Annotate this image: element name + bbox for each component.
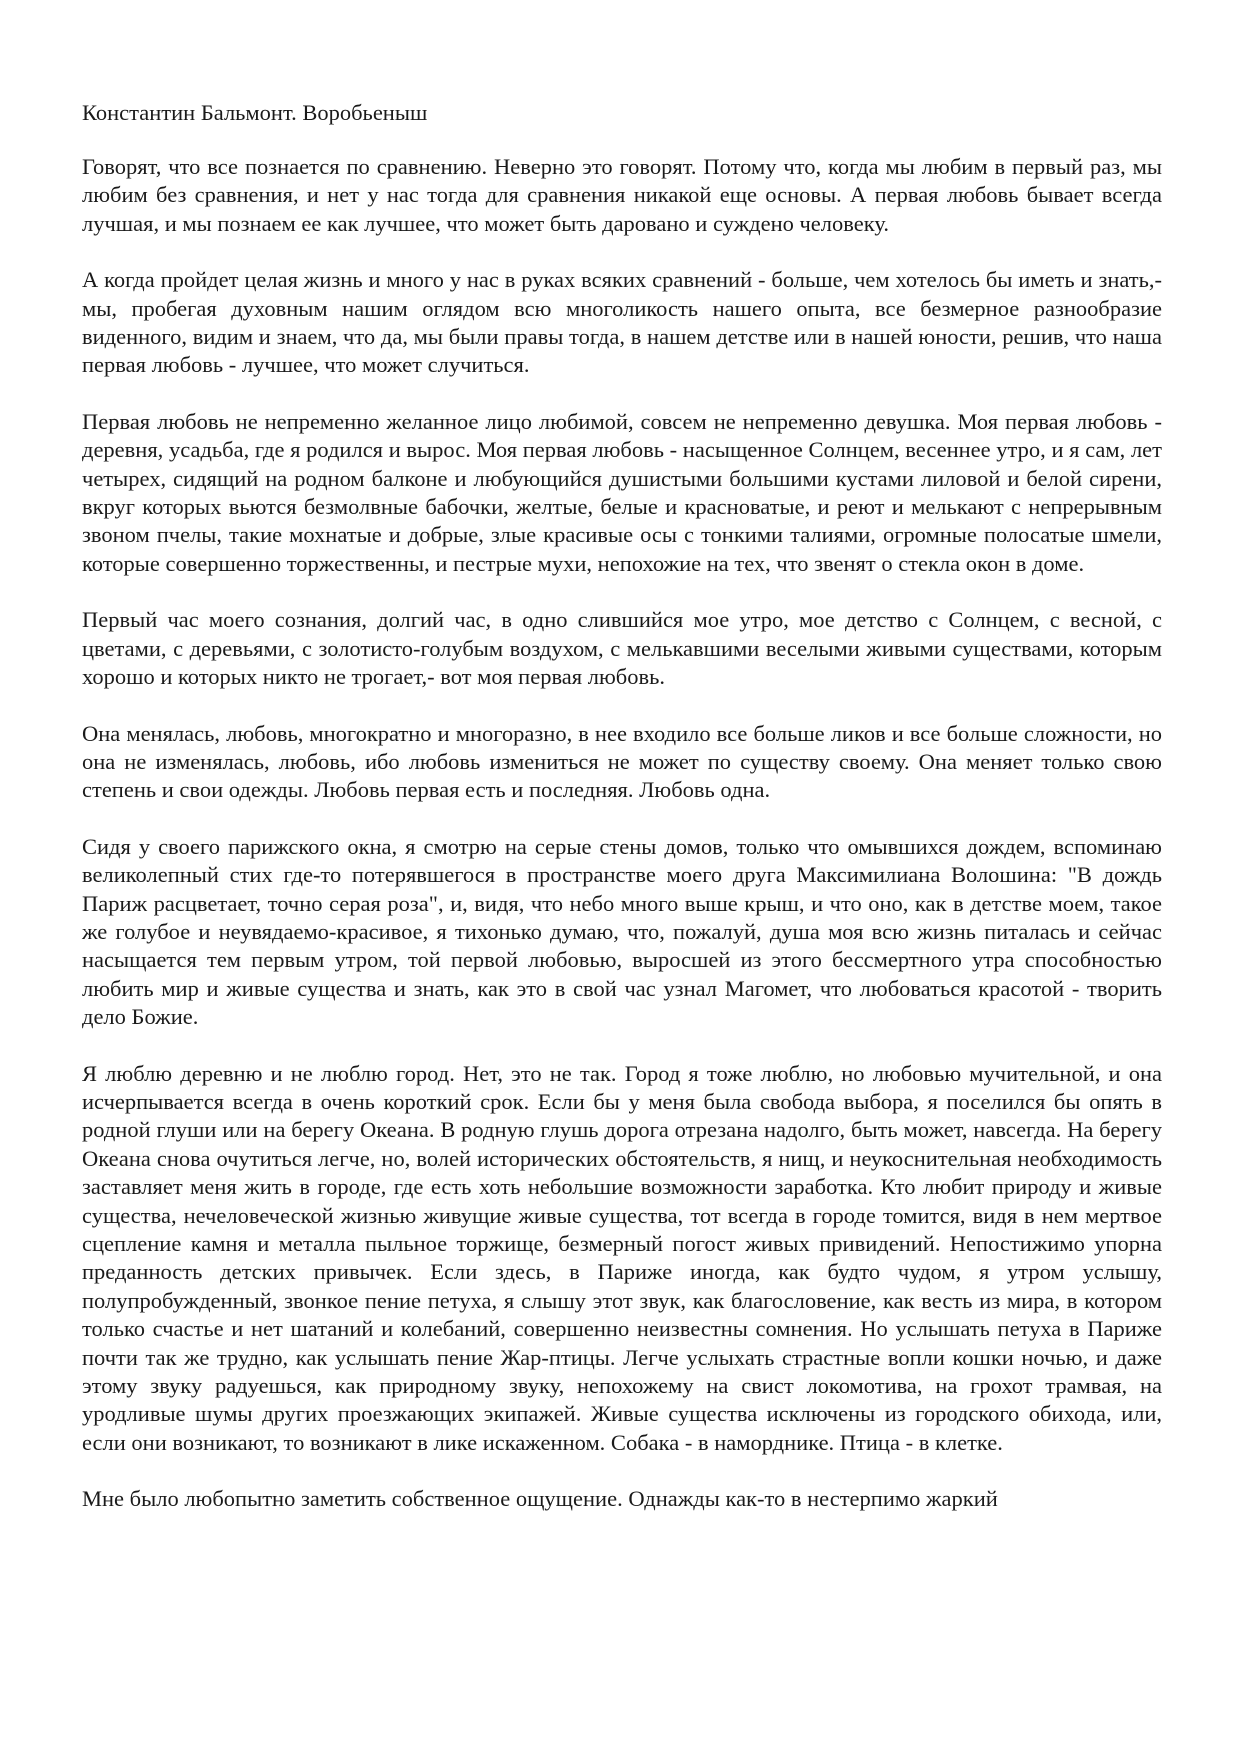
paragraph-6: Сидя у своего парижского окна, я смотрю на серые стены домов, только что омывшихся дождем, вспоминаю великолепный стих где-то потерявшегося в пространстве моего друга Максимилиана Волошина: "В дождь Париж расцветает, точно серая роза", и, видя, что небо много выше крыш, и что оно, как в детстве моем, такое же голубое и неувядаемо-красивое, я тихонько думаю, что, пожалуй, душа моя всю жизнь питалась и сейчас насыщается тем первым утром, той первой любовью, выросшей из этого бессмертного утра способностью любить мир и живые существа и знать, как это в свой час узнал Магомет, что любоваться красотой - творить дело Божие. [82, 833, 1162, 1030]
paragraph-3: Первая любовь не непременно желанное лицо любимой, совсем не непременно девушка. Моя первая любовь - деревня, усадьба, где я родился и вырос. Моя первая любовь - насыщенное Солнцем, весеннее утро, и я сам, лет четырех, сидящий на родном балконе и любующийся душистыми большими кустами лиловой и белой сирени, вкруг которых вьются безмолвные бабочки, желтые, белые и красноватые, и реют и мелькают с непрерывным звоном пчелы, такие мохнатые и добрые, злые красивые осы с тонкими талиями, огромные полосатые шмели, которые совершенно торжественны, и пестрые мухи, непохожие на тех, что звенят о стекла окон в доме. [82, 408, 1162, 576]
document-page [82, 98, 1162, 1514]
paragraph-2: А когда пройдет целая жизнь и много у нас в руках всяких сравнений - больше, чем хотелось бы иметь и знать,- мы, пробегая духовным нашим оглядом всю многоликость нашего опыта, все безмерное разнообразие виденного, видим и знаем, что да, мы были правы тогда, в нашем детстве или в нашей юности, решив, что наша первая любовь - лучшее, что может случиться. [82, 267, 1162, 378]
paragraph-5: Она менялась, любовь, многократно и многоразно, в нее входило все больше ликов и все больше сложности, но она не изменялась, любовь, ибо любовь измениться не может по существу своему. Она меняет только свою степень и свои одежды. Любовь первая есть и последняя. Любовь одна. [82, 720, 1162, 803]
paragraph-4: Первый час моего сознания, долгий час, в одно слившийся мое утро, мое детство с Солнцем, с весной, с цветами, с деревьями, с золотисто-голубым воздухом, с мелькавшими веселыми живыми существами, которым хорошо и которых никто не трогает,- вот моя первая любовь. [82, 607, 1162, 690]
document-title: Константин Бальмонт. Воробьеныш [82, 100, 428, 125]
paragraph-1: Говорят, что все познается по сравнению. Неверно это говорят. Потому что, когда мы любим в первый раз, мы любим без сравнения, и нет у нас тогда для сравнения никакой еще основы. А первая любовь бывает всегда лучшая, и мы познаем ее как лучшее, что может быть даровано и суждено человеку. [82, 154, 1162, 236]
paragraph-7: Я люблю деревню и не люблю город. Нет, это не так. Город я тоже люблю, но любовью мучительной, и она исчерпывается всегда в очень короткий срок. Если бы у меня была свобода выбора, я поселился бы опять в родной глуши или на берегу Океана. В родную глушь дорога отрезана надолго, быть может, навсегда. На берегу Океана снова очутиться легче, но, волей исторических обстоятельств, я нищ, и неукоснительная необходимость заставляет меня жить в городе, где есть хоть небольшие возможности заработка. Кто любит природу и живые существа, нечеловеческой жизнью живущие живые существа, тот всегда в городе томится, видя в нем мертвое сцепление камня и металла пыльное торжище, безмерный погост живых привидений. Непостижимо упорна преданность детских привычек. Если здесь, в Париже иногда, как будто чудом, я утром услышу, полупробужденный, звонкое пение петуха, я слышу этот звук, как благословение, как весть из мира, в котором только счастье и нет шатаний и колебаний, совершенно неизвестны сомнения. Но услышать петуха в Париже почти так же трудно, как услышать пение Жар-птицы. Легче услыхать страстные вопли кошки ночью, и даже этому звуку радуешься, как природному звуку, непохожему на свист локомотива, на грохот трамвая, на уродливые шумы других проезжающих экипажей. Живые существа исключены из городского обихода, или, если они возникают, то возникают в лике искаженном. Собака - в наморднике. Птица - в клетке. [82, 1060, 1162, 1455]
paragraph-8: Мне было любопытно заметить собственное ощущение. Однажды как-то в нестерпимо жаркий [82, 1486, 998, 1512]
